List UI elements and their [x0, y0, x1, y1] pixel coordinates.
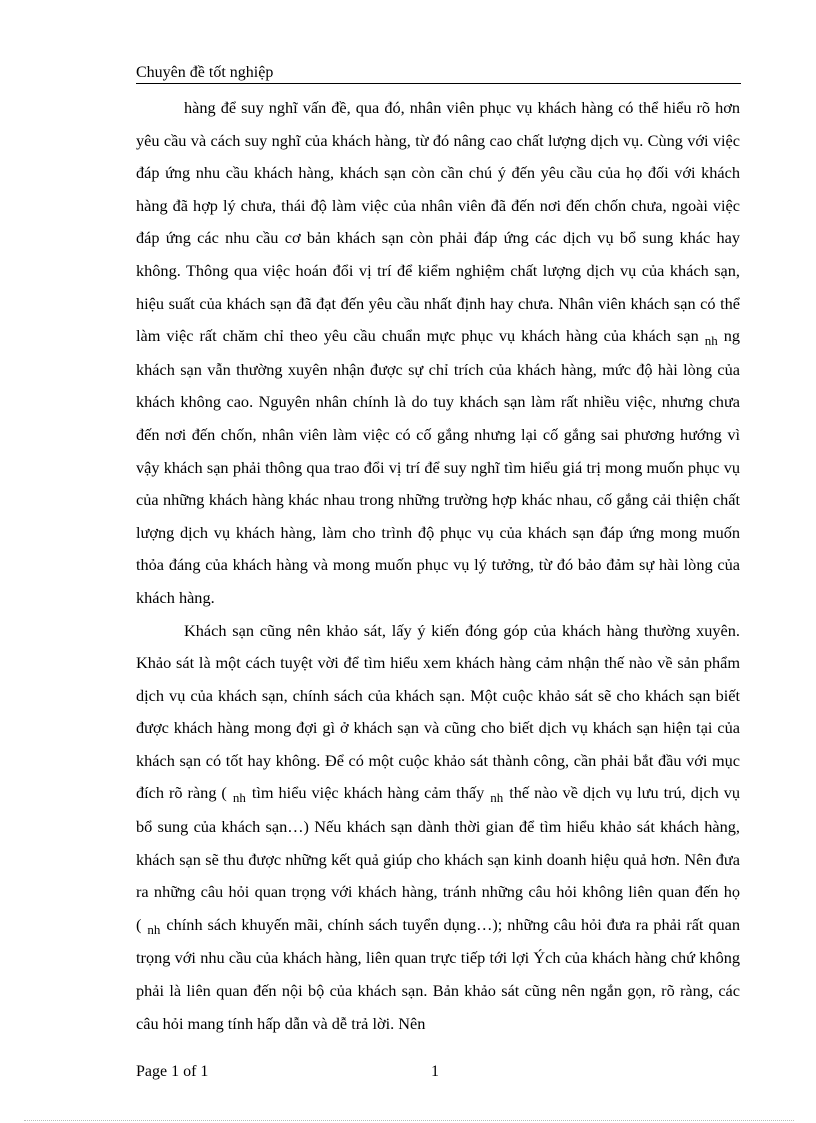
header-divider [136, 83, 741, 84]
paragraph-2-text-b: tìm hiểu việc khách hàng cảm thấy [251, 783, 485, 803]
paragraph-2-subscript-2: nh [490, 790, 504, 806]
paragraph-1 [136, 92, 740, 615]
paragraph-1-text-b: ng khách sạn vẫn thường xuyên nhận được sự chỉ trích của khách hàng, mức độ hài lòng của khách không cao. Nguyên nhân chính là do tuy khách sạn làm rất nhiều việc, nhưng chưa đến nơi đến chốn, nhân viên làm việc có cố gắng nhưng lại cố gắng sai phương hướng vì vậy khách sạn phải thông qua trao đổi vị trí để suy nghĩ tìm hiểu giá trị mong muốn phục vụ của những khách hàng khác nhau trong những trường hợp khác nhau, cố gắng cải thiện chất lượng dịch vụ khách hàng, làm cho trình độ phục vụ của khách sạn đáp ứng mong muốn thỏa đáng của khách hàng và mong muốn phục vụ lý tưởng, từ đó bảo đảm sự hài lòng của khách hàng. [136, 326, 740, 607]
footer-page-number: 1 [431, 1063, 439, 1080]
paragraph-2-subscript-1: nh [232, 790, 246, 806]
paragraph-2-text-c: thế nào về dịch vụ lưu trú, dịch vụ bổ sung của khách sạn…) Nếu khách sạn dành thời gian để tìm hiểu khảo sát khách hàng, khách sạn sẽ thu được những kết quả giúp cho khách sạn kinh doanh hiệu quả hơn. Nên đưa ra những câu hỏi quan trọng với khách hàng, tránh những câu hỏi không liên quan đến họ ( [136, 783, 741, 934]
paragraph-1-subscript-1: nh [704, 333, 718, 349]
footer-page-label: Page 1 of 1 [136, 1063, 209, 1080]
paragraph-2 [136, 615, 740, 1041]
paragraph-2-text-d: chính sách khuyến mãi, chính sách tuyển dụng…); những câu hỏi đưa ra phải rất quan trọng với nhu cầu của khách hàng, liên quan trực tiếp tới lợi Ých của khách hàng chứ không phải là liên quan đến nội bộ của khách sạn. Bản khảo sát cũng nên ngắn gọn, rõ ràng, các câu hỏi mang tính hấp dẫn và dễ trả lời. Nên [136, 914, 740, 1033]
page-header-title: Chuyên đề tốt nghiệp [136, 64, 274, 81]
page-bottom-divider [24, 1120, 794, 1121]
paragraph-2-subscript-3: nh [147, 921, 161, 937]
paragraph-1-text-a: hàng để suy nghĩ vấn đề, qua đó, nhân viên phục vụ khách hàng có thể hiểu rõ hơn yêu cầu và cách suy nghĩ của khách hàng, từ đó nâng cao chất lượng dịch vụ. Cùng với việc đáp ứng nhu cầu khách hàng, khách sạn còn cần chú ý đến yêu cầu của họ đối với khách hàng đã hợp lý chưa, thái độ làm việc của nhân viên đã đến nơi đến chốn chưa, ngoài việc đáp ứng các nhu cầu cơ bản khách sạn còn phải đáp ứng các dịch vụ bổ sung khác hay không. Thông qua việc hoán đổi vị trí để kiểm nghiệm chất lượng dịch vụ của khách sạn, hiệu suất của khách sạn đã đạt đến yêu cầu nhất định hay chưa. Nhân viên khách sạn có thể làm việc rất chăm chỉ theo yêu cầu chuẩn mực phục vụ khách hàng của khách sạn [136, 98, 740, 346]
paragraph-2-text-a: Khách sạn cũng nên khảo sát, lấy ý kiến đóng góp của khách hàng thường xuyên. Khảo sát là một cách tuyệt vời để tìm hiểu xem khách hàng cảm nhận thế nào về sản phẩm dịch vụ của khách sạn, chính sách của khách sạn. Một cuộc khảo sát sẽ cho khách sạn biết được khách hàng mong đợi gì ở khách sạn và cũng cho biết dịch vụ khách sạn hiện tại của khách sạn có tốt hay không. Để có một cuộc khảo sát thành công, cần phải bắt đầu với mục đích rõ ràng ( [136, 620, 740, 803]
body-text [136, 92, 740, 1040]
